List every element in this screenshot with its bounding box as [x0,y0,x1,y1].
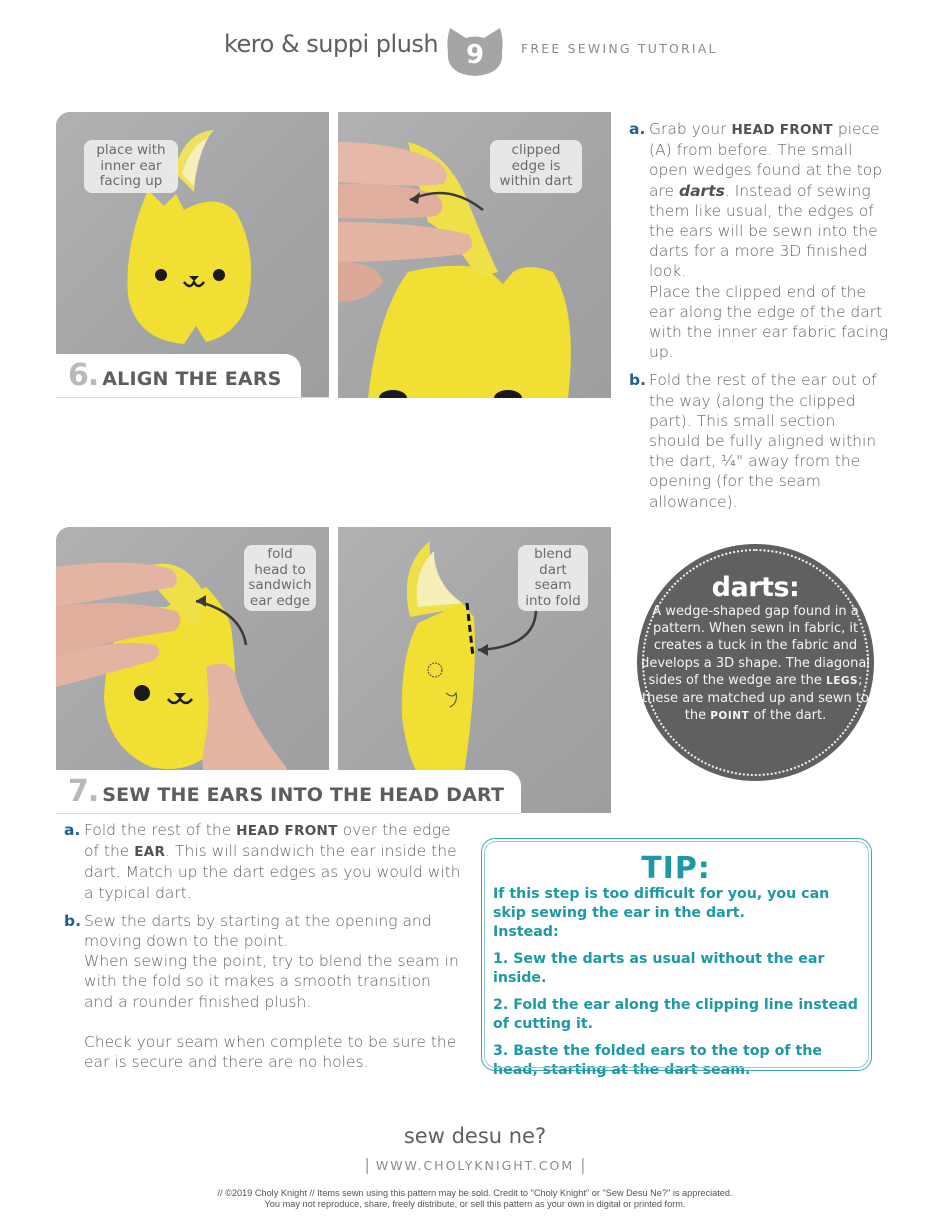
instruction-7a [64,820,464,903]
callout-place-inner-ear [84,140,178,193]
instruction-text: Sew the darts by starting at the opening and moving down to the point. [84,911,432,951]
paragraph-gap [84,1012,464,1032]
instruction-bold: HEAD FRONT [731,122,833,138]
step6-instructions [629,119,889,520]
step6-photo-1 [56,112,329,398]
pattern-title: kero & suppi plush [224,30,439,58]
callout-fold-head [244,545,316,611]
callout-line: facing up [99,173,163,189]
instruction-letter: b. [64,911,81,930]
step6-photo-2 [338,112,611,398]
instruction-text: over the edge of the [84,821,451,861]
tip-item: 2. Fold the ear along the clipping line instead of cutting it. [493,997,858,1032]
step7-number: 7. [68,774,99,809]
callout-line: fold [267,546,293,562]
instruction-6b [629,370,889,511]
definition-bold: POINT [710,710,750,723]
instruction-emphasis: darts [679,181,725,200]
copyright-notice [0,1188,950,1210]
instruction-text: Place the clipped end of the ear along the edge of the dart with the inner ear fabric facing up. [649,282,889,362]
callout-line: dart [539,561,567,578]
definition-bold: LEGS [826,674,859,687]
callout-line: edge is [511,157,561,174]
step6-number: 6. [68,358,99,393]
step7-instructions [64,820,464,1080]
callout-line: place with [96,142,166,158]
callout-line: sandwich [248,577,312,593]
instruction-7b [64,911,464,1072]
instruction-6a [629,119,889,362]
tip-item: 1. Sew the darts as usual without the ear inside. [493,951,825,986]
footer-url-line [0,1155,950,1174]
copyright-line: // ©2019 Choly Knight // Items sewn using this pattern may be sold. Credit to "Choly Knight" or "Sew Desu Ne?" is appreciated. [217,1188,733,1198]
callout-line: inner ear [100,157,162,174]
tip-item: 3. Baste the folded ears to the top of the head, starting at the dart seam. [493,1043,822,1078]
definition-text: A wedge-shaped gap found in a pattern. When sewn in fabric, it creates a tuck in the fabric and develops a 3D shape. The diagonal sides of the wedge are the [641,604,870,688]
footer-brand: sew desu ne? [403,1124,547,1148]
instruction-bold: HEAD FRONT [236,823,338,839]
callout-line: ear edge [249,592,311,609]
callout-line: blend [534,546,572,562]
step7-divider [56,813,521,814]
instruction-text: . Instead of sewing them like usual, the edges of the ears will be sewn into the darts for a more 3D finished look. [649,181,878,281]
callout-clipped-edge [490,140,582,193]
page-number-badge [444,26,506,78]
tip-title: TIP: [641,851,711,886]
darts-definition-badge [637,544,874,781]
step7-title: SEW THE EARS INTO THE HEAD DART [102,784,505,806]
website-link[interactable]: WWW.CHOLYKNIGHT.COM [375,1158,575,1173]
definition-text: ; these are matched up and sewn to the [642,672,869,724]
instruction-text: . This will sandwich the ear inside the dart. Match up the dart edges as you would with a typical dart. [84,842,461,902]
divider-bar: | [364,1155,370,1174]
step6-title: ALIGN THE EARS [102,368,282,390]
callout-line: into fold [525,592,581,609]
instruction-text: Check your seam when complete to be sure the ear is secure and there are no holes. [84,1032,457,1072]
instruction-letter: a. [629,120,646,138]
step7-heading [56,770,521,813]
header-subtitle: FREE SEWING TUTORIAL [521,41,718,56]
divider-bar: | [580,1155,586,1174]
copyright-line: You may not reproduce, share, freely distribute, or sell this pattern as your own in digital or printed form. [264,1199,686,1209]
callout-line: head to [254,561,306,578]
callout-blend-seam [518,545,588,611]
instruction-text: When sewing the point, try to blend the seam in with the fold so it makes a smooth transition and a rounder finished plush. [84,952,459,1011]
tip-box [481,838,872,1078]
instruction-text: Grab your [649,120,732,138]
step6-heading [56,354,301,398]
callout-line: within dart [499,173,573,189]
tip-body [493,885,863,1088]
tip-instead: Instead: [493,924,559,940]
instruction-text: Fold the rest of the ear out of the way (along the clipped part). This small section should be fully aligned within the dart, ¼" away from the opening (for the seam allowance). [649,371,877,511]
darts-description [637,603,874,725]
callout-line: clipped [511,142,561,158]
definition-text: of the dart. [749,708,827,724]
darts-title: darts: [711,572,800,603]
page-header [0,24,950,80]
page-number: 9 [465,40,485,70]
step6-divider [56,397,329,398]
instruction-letter: a. [64,821,81,839]
tip-intro: If this step is too difficult for you, you can skip sewing the ear in the dart. [493,886,830,921]
callout-line: seam [534,577,572,593]
instruction-text: piece (A) from before. The small open wedges found at the top are [649,120,883,200]
instruction-text: Fold the rest of the [84,821,237,839]
instruction-bold: EAR [134,844,166,861]
instruction-letter: b. [629,371,646,390]
